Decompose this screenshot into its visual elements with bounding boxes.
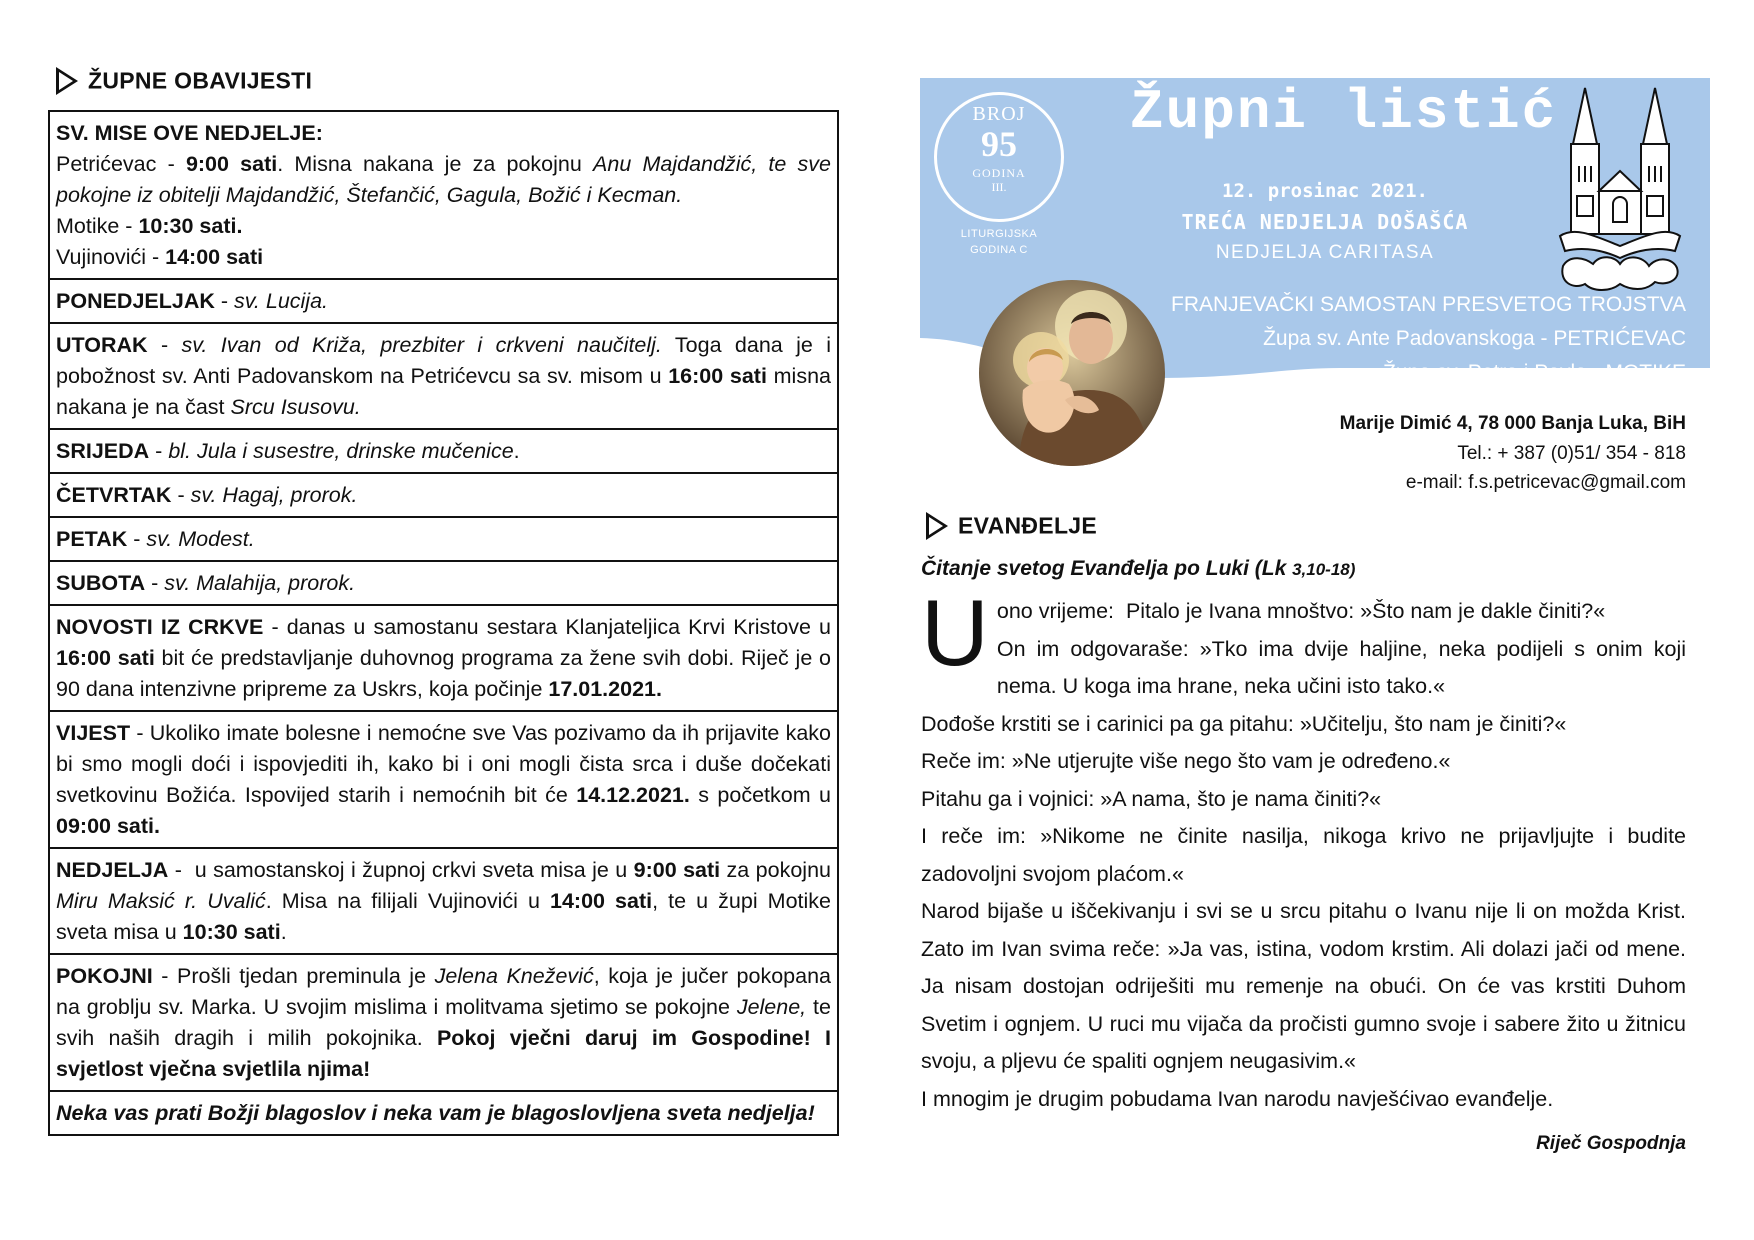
notice-row-petak: PETAK - sv. Modest. [50, 518, 837, 562]
notice-row-blagoslov: Neka vas prati Božji blagoslov i neka vam je blagoslovljena sveta nedjelja! [56, 1101, 815, 1125]
gospel-paragraph: I mnogim je drugim pobudama Ivan narodu navješćivao evanđelje. [921, 1086, 1554, 1111]
notice-row-ponedjeljak: PONEDJELJAK - sv. Lucija. [50, 280, 837, 324]
liturgical-sunday: TREĆA NEDJELJA DOŠAŠĆA [1181, 210, 1469, 234]
section-title-notices: ŽUPNE OBAVIJESTI [56, 66, 312, 95]
church-logo-icon [1555, 86, 1685, 296]
closing-formula: Riječ Gospodnja [1536, 1133, 1686, 1154]
parish-motike: Župa sv. Petra i Pavla - MOTIKE [1382, 361, 1686, 384]
gospel-text [921, 580, 1686, 1118]
issue-number-badge: BROJ 95 GODINA III. [934, 92, 1064, 222]
notice-row-mise: SV. MISE OVE NEDJELJE: Petrićevac - 9:00 sati. Misna nakana je za pokojnu Anu Majdandžić, te sve pokojne iz obitelji Majdandžić, Štefančić, Gagula, Božić i Kecman. Motike - 10:30 sati. Vujinovići - 14:00 sati [50, 112, 837, 280]
gospel-paragraph: I reče im: »Nikome ne činite nasilja, nikoga krivo ne prijavljujte i budite zadovoljni svojom plaćom.« [921, 824, 1686, 886]
email: e-mail: f.s.petricevac@gmail.com [1405, 472, 1686, 493]
notice-row-srijeda: SRIJEDA - bl. Jula i susestre, drinske mučenice. [50, 430, 837, 474]
gospel-paragraph: Reče im: »Ne utjerujte više nego što vam je određeno.« [921, 749, 1451, 773]
gospel-paragraph: Narod bijaše u iščekivanju i svi se u srcu pitahu o Ivanu nije li on možda Krist. Zato im Ivan svima reče: »Ja vas, istina, vodom krstim. Ali dolazi jači od mene. Ja nisam dostojan odriješiti mu remenje na obući. On će vas krstiti Duhom Svetim i ognjem. U ruci mu vijača da pročisti gumno svoje i sabere žito u žitnicu svoju, a pljevu će spaliti ognjem neugasivim.« [921, 899, 1686, 1073]
triangle-icon [926, 512, 948, 540]
parish-petricevac: Župa sv. Ante Padovanskoga - PETRIĆEVAC [1263, 327, 1686, 350]
notice-row-nedjelja: NEDJELJA - u samostanskoj i župnoj crkvi sveta misa je u 9:00 sati za pokojnu Miru Maksić r. Uvalić. Misa na filijali Vujinovići u 14:00 sati, te u župi Motike sveta misa u 10:30 sati. [50, 849, 837, 955]
reading-title: Čitanje svetog Evanđelja po Luki (Lk 3,10-18) [921, 557, 1356, 580]
drop-cap: U [921, 580, 989, 685]
notice-row-novosti: NOVOSTI IZ CRKVE - danas u samostanu sestara Klanjateljica Krvi Kristove u 16:00 sati bit će predstavljanje duhovnog programa za žene svih dobi. Riječ je o 90 dana intenzivne pripreme za Uskrs, koja počinje 17.01.2021. [50, 606, 837, 712]
saint-anthony-portrait [979, 280, 1165, 466]
notice-row-vijest: VIJEST - Ukoliko imate bolesne i nemoćne sve Vas pozivamo da ih prijavite kako bi smo mogli doći i ispovjediti ih, kako bi i oni mogli čista srca i duše dočekati svetkovinu Božića. Ispovijed starih i nemoćnih bit će 14.12.2021. s početkom u 09:00 sati. [50, 712, 837, 849]
telephone: Tel.: + 387 (0)51/ 354 - 818 [1457, 443, 1686, 464]
liturgical-year: LITURGIJSKA GODINA C [960, 228, 1038, 256]
notice-row-utorak: UTORAK - sv. Ivan od Križa, prezbiter i crkveni naučitelj. Toga dana je i pobožnost sv. Anti Padovanskom na Petrićevcu sa sv. misom u 16:00 sati misna nakana je na čast Srcu Isusovu. [50, 324, 837, 430]
gospel-paragraph: ono vrijeme: Pitalo je Ivana mnoštvo: »Što nam je dakle činiti?« On im odgovaraše: »Tko ima dvije haljine, neka podijeli s onim koji nema. U koga ima hrane, neka učini isto tako.« [996, 599, 1686, 698]
notices-table [48, 110, 839, 1136]
address: Marije Dimić 4, 78 000 Banja Luka, BiH [1339, 413, 1686, 434]
section-title-gospel: EVANĐELJE [926, 511, 1097, 540]
notice-row-subota: SUBOTA - sv. Malahija, prorok. [50, 562, 837, 606]
gospel-paragraph: Dođoše krstiti se i carinici pa ga pitahu: »Učitelju, što nam je činiti?« [921, 711, 1567, 736]
notice-row-cetvrtak: ČETVRTAK - sv. Hagaj, prorok. [50, 474, 837, 518]
caritas-sunday: NEDJELJA CARITASA [1215, 242, 1435, 263]
gospel-paragraph: Pitahu ga i vojnici: »A nama, što je nama činiti?« [921, 786, 1382, 811]
triangle-icon [56, 67, 78, 95]
masthead-title: Župni listić [1130, 80, 1558, 144]
issue-date: 12. prosinac 2021. [1222, 180, 1428, 202]
notice-row-pokojni: POKOJNI - Prošli tjedan preminula je Jelena Knežević, koja je jučer pokopana na groblju sv. Marka. U svojim mislima i molitvama sjetimo se pokojne Jelene, te svih naših dragih i milih pokojnika. Pokoj vječni daruj im Gospodine! I svjetlost vječna svjetlila njima! [50, 955, 837, 1092]
monastery-name: FRANJEVAČKI SAMOSTAN PRESVETOG TROJSTVA [1171, 293, 1686, 316]
